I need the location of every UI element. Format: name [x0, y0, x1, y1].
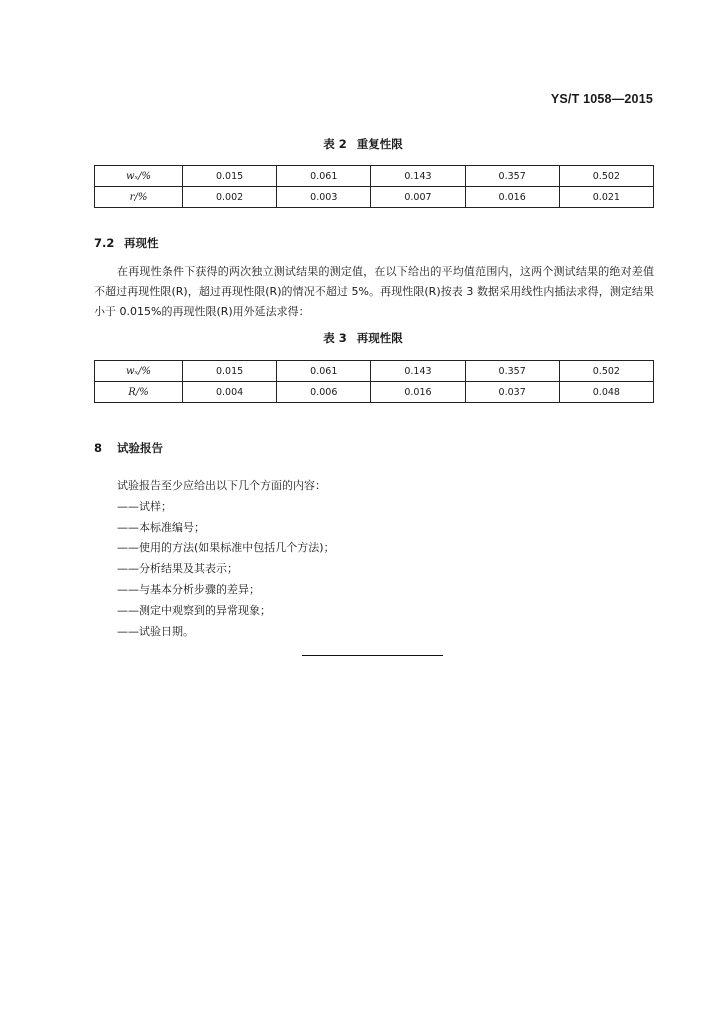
- table3-cell: 0.143: [371, 361, 465, 382]
- list-item: ——本标准编号；: [117, 520, 205, 534]
- table2-cell: 0.061: [277, 166, 371, 187]
- table3: [94, 360, 654, 403]
- table3-cell: 0.357: [465, 361, 559, 382]
- section-title: 试验报告: [117, 441, 163, 455]
- table3-row-reproducibility: [95, 382, 654, 403]
- table2-cell: 0.021: [559, 187, 653, 208]
- list-item: ——试样；: [117, 499, 172, 513]
- table2-cell: 0.003: [277, 187, 371, 208]
- table3-cell: 0.048: [559, 382, 653, 403]
- list-item: ——与基本分析步骤的差异；: [117, 582, 260, 596]
- table3-cell: 0.015: [183, 361, 277, 382]
- section-7-2-paragraph: 在再现性条件下获得的两次独立测试结果的测定值，在以下给出的平均值范围内，这两个测试结果的绝对差值不超过再现性限(R)，超过再现性限(R)的情况不超过 5%。再现性限(R)按表 3 数据采用线性内插法求得，测定结果小于 0.015%的再现性限(R)用外延法求得：: [94, 265, 654, 318]
- table2-title: 重复性限: [356, 137, 403, 151]
- table3-row-label: wₓ/%: [95, 361, 183, 382]
- section-number: 7.2: [94, 236, 115, 250]
- table2-row-repeatability: [95, 187, 654, 208]
- table2-cell: 0.502: [559, 166, 653, 187]
- table3-caption: [0, 330, 726, 346]
- table2-cell: 0.143: [371, 166, 465, 187]
- test-report-intro: 试验报告至少应给出以下几个方面的内容：: [117, 479, 326, 492]
- table2-row-label: r/%: [95, 187, 183, 208]
- table3-cell: 0.037: [465, 382, 559, 403]
- list-item: ——试验日期。: [117, 624, 194, 638]
- table2-row-label: wₓ/%: [95, 166, 183, 187]
- table2-cell: 0.007: [371, 187, 465, 208]
- test-report-content: [117, 476, 335, 642]
- list-item: ——分析结果及其表示；: [117, 562, 238, 576]
- section-7-2-heading: [94, 235, 159, 251]
- section-8-heading: [94, 440, 163, 456]
- section-number: 8: [94, 441, 103, 455]
- end-rule: [302, 655, 443, 656]
- table2-cell: 0.015: [183, 166, 277, 187]
- table2: [94, 165, 654, 208]
- table3-cell: 0.061: [277, 361, 371, 382]
- list-item: ——使用的方法(如果标准中包括几个方法)；: [117, 541, 335, 555]
- list-item: ——测定中观察到的异常现象；: [117, 603, 271, 617]
- table2-row-mass-fraction: [95, 166, 654, 187]
- table3-cell: 0.004: [183, 382, 277, 403]
- table2-cell: 0.016: [465, 187, 559, 208]
- table3-number: 表 3: [323, 331, 347, 345]
- table2-caption: [0, 136, 726, 152]
- section-title: 再现性: [124, 236, 159, 250]
- table2-cell: 0.002: [183, 187, 277, 208]
- table2-number: 表 2: [323, 137, 347, 151]
- table2-cell: 0.357: [465, 166, 559, 187]
- table3-row-label: R/%: [95, 382, 183, 403]
- table3-title: 再现性限: [356, 331, 403, 345]
- table3-cell: 0.502: [559, 361, 653, 382]
- standard-code: YS/T 1058—2015: [550, 92, 653, 106]
- table3-cell: 0.016: [371, 382, 465, 403]
- table3-row-mass-fraction: [95, 361, 654, 382]
- table3-cell: 0.006: [277, 382, 371, 403]
